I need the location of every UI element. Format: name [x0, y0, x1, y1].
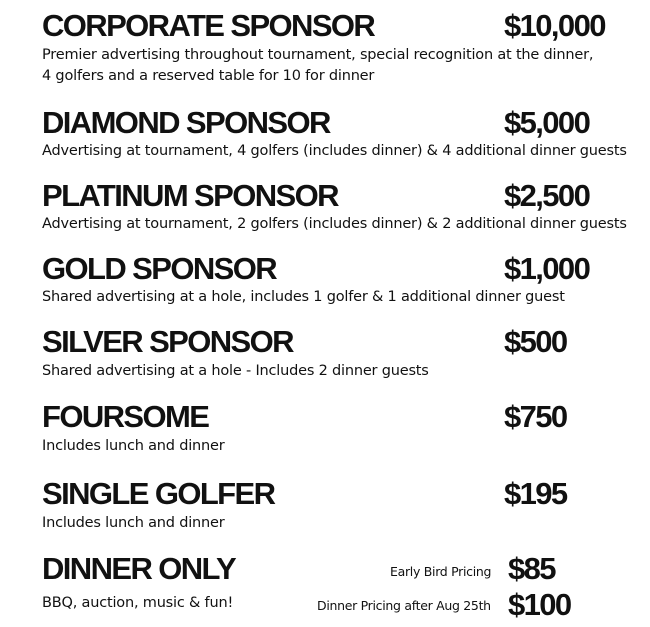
tier-title: CORPORATE SPONSOR — [42, 8, 375, 43]
tier-price: $1,000 — [504, 251, 590, 286]
tier-title: GOLD SPONSOR — [42, 251, 276, 286]
tier-description-line: Advertising at tournament, 4 golfers (includes dinner) & 4 additional dinner guests — [42, 143, 627, 159]
tier-description-line: BBQ, auction, music & fun! — [42, 595, 234, 611]
tier-description-line: Premier advertising throughout tournament, special recognition at the dinner, — [42, 47, 594, 63]
tier-price: $750 — [504, 399, 567, 434]
tier-description-line: Shared advertising at a hole - Includes 2 dinner guests — [42, 363, 429, 379]
tier-title: SILVER SPONSOR — [42, 324, 293, 359]
tier-title: DIAMOND SPONSOR — [42, 105, 330, 140]
tier-description-line: Includes lunch and dinner — [42, 515, 225, 531]
tier-price: $10,000 — [504, 8, 605, 43]
tier-price: $195 — [504, 476, 567, 511]
tier-title: DINNER ONLY — [42, 551, 236, 586]
tier-price: $5,000 — [504, 105, 590, 140]
tier-price: $500 — [504, 324, 567, 359]
tier-description-line: Includes lunch and dinner — [42, 438, 225, 454]
late-price: $100 — [508, 587, 571, 622]
tier-description-line: Shared advertising at a hole, includes 1 golfer & 1 additional dinner guest — [42, 289, 565, 305]
late-pricing-label: Dinner Pricing after Aug 25th — [317, 598, 491, 613]
tier-description-line: Advertising at tournament, 2 golfers (includes dinner) & 2 additional dinner guests — [42, 216, 627, 232]
tier-title: SINGLE GOLFER — [42, 476, 275, 511]
tier-title: PLATINUM SPONSOR — [42, 178, 338, 213]
tier-title: FOURSOME — [42, 399, 209, 434]
early-bird-label: Early Bird Pricing — [390, 564, 492, 579]
tier-price: $2,500 — [504, 178, 590, 213]
early-bird-price: $85 — [508, 551, 555, 586]
tier-description-line: 4 golfers and a reserved table for 10 for dinner — [42, 68, 375, 84]
